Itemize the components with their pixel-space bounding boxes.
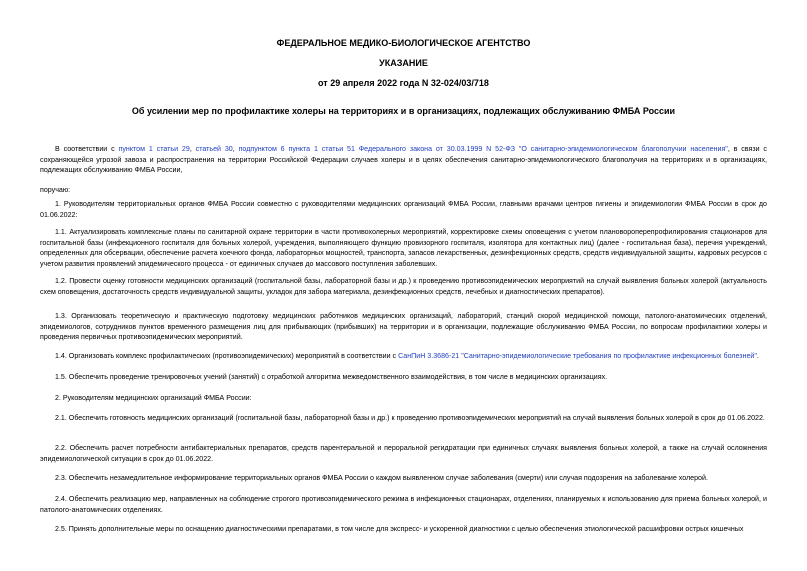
preamble-separator-2: , [232,145,239,153]
item-1-5: 1.5. Обеспечить проведение тренировочных учений (занятий) с отработкой алгоритма межведомственного взаимодействия, в том числе в медицинских организациях. [55,373,608,381]
item-1-2: 1.2. Провести оценку готовности медицинских организаций (госпитальной базы, лабораторной базы и др.) к проведению противоэпидемических мероприятий на случай выявления больных холерой (актуальность схем оповещения, достаточность средств индивидуальной защиты, укладок для забора материала, дезинфекционных средств, лечебных и диагностических препаратов). [40,277,767,296]
sanpin-link[interactable]: СанПиН 3.3686-21 "Санитарно-эпидемиологические требования по профилактике инфекционных болезней" [398,352,757,360]
item-1: 1. Руководителям территориальных органов ФМБА России совместно с руководителями медицинских организаций ФМБА России, главными врачами центров гигиены и эпидемиологии ФМБА России в срок до 01.06.2022: [40,200,767,219]
item-1-4-end: . [756,352,759,360]
item-2-5: 2.5. Принять дополнительные меры по оснащению диагностическими препаратами, в том числе для экспресс- и ускоренной диагностики с целью обеспечения этиологической расшифровки острых кишечных [55,525,744,533]
preamble-paragraph [40,144,767,176]
law-article-30-link[interactable]: статьей 30 [195,145,233,153]
item-2: 2. Руководителям медицинских организаций ФМБА России: [55,394,252,402]
item-1-3: 1.3. Организовать теоретическую и практическую подготовку медицинских работников медицинских организаций, лабораторий, станций скорой медицинской помощи, патолого-анатомических отделений, эпидемиологов, сотрудников пунктов временного размещения лиц для прибывающих (прибывших) на территории и в организации, подлежащие обслуживанию ФМБА России, по вопросам профилактики холеры и проведения первичных противоэпидемических мероприятий. [40,312,767,342]
federal-law-52-fz-link[interactable]: подпунктом 6 пункта 1 статьи 51 Федерального закона от 30.03.1999 N 52-ФЗ "О санитарно-эпидемиологическом благополучии населения" [238,145,728,153]
law-article-29-link[interactable]: пунктом 1 статьи 29 [118,145,190,153]
item-2-1: 2.1. Обеспечить готовность медицинских организаций (госпитальной базы, лабораторной базы и др.) к проведению противоэпидемических мероприятий на случай выявления больных холерой в срок до 01.06.2022. [55,414,765,422]
poruchayu-line: поручаю: [40,186,71,194]
item-1-4 [40,351,767,362]
preamble-separator-1: , [189,145,196,153]
preamble-text-end: , в связи с сохраняющейся угрозой завоза и распространения на территории Российской Федерации случаев холеры и в целях обеспечения санитарно-эпидемиологического благополучия на территориях и в организациях, подлежащих обслуживанию ФМБА России, [40,145,767,175]
item-2-3: 2.3. Обеспечить незамедлительное информирование территориальных органов ФМБА России о каждом выявленном случае заболевания (смерти) или случая подозрения на заболевание холерой. [55,474,708,482]
date-number-heading: от 29 апреля 2022 года N 32-024/03/718 [318,78,489,88]
item-1-4-text: 1.4. Организовать комплекс профилактических (противоэпидемических) мероприятий в соответствии с [55,352,399,360]
agency-heading: ФЕДЕРАЛЬНОЕ МЕДИКО-БИОЛОГИЧЕСКОЕ АГЕНТСТВО [276,38,531,48]
item-2-4: 2.4. Обеспечить реализацию мер, направленных на соблюдение строгого противоэпидемического режима в инфекционных стационарах, отделениях, планируемых к использованию для приема больных холерой, и патолого-анатомических отделениях. [40,495,767,514]
item-1-1: 1.1. Актуализировать комплексные планы по санитарной охране территории в части противохолерных мероприятий, корректировке схемы оповещения с учетом плановороперепрофилирования стационаров для госпитальной базы (инфекционного госпиталя для больных холерой, учреждения, выполняющего функцию провизорного госпиталя, изолятора для контактных лиц) (далее - госпитальная база), перечня учреждений, определенных для обсервации, обеспечение расчета коечного фонда, лабораторных мощностей, транспорта, запасов лекарственных, дезинфекционных средств, средств индивидуальной защиты, кадровых ресурсов с учетом развития проявлений эпидемического процесса - от единичных случаев до массового поступления заболевших. [40,228,767,268]
document-type-heading: УКАЗАНИЕ [379,58,428,68]
document-title: Об усилении мер по профилактике холеры на территориях и в организациях, подлежащих обслуживанию ФМБА России [131,106,676,116]
item-2-2: 2.2. Обеспечить расчет потребности антибактериальных препаратов, средств парентеральной и пероральной регидратации при единичных случаях выявления больных холерой, а также на случай осложнения эпидемиологической ситуации в срок до 01.06.2022. [40,444,767,463]
preamble-text-start: В соответствии с [55,145,119,153]
